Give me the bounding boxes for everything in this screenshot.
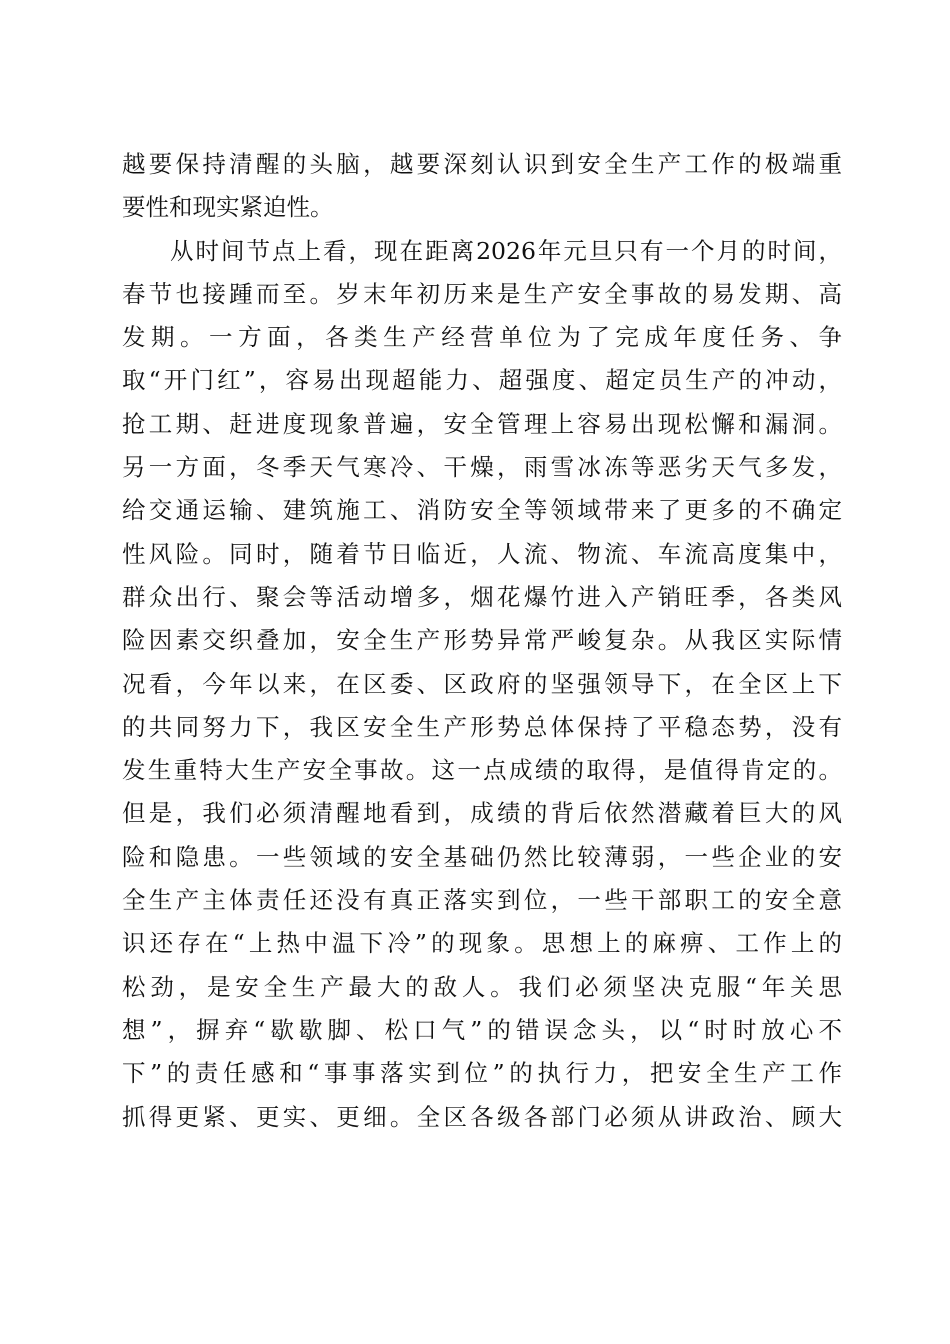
paragraph-2-line-2: 春节也接踵而至。岁末年初历来是生产安全事故的易发期、高 bbox=[122, 279, 842, 308]
paragraph-2-line-15: 险和隐患。一些领域的安全基础仍然比较薄弱，一些企业的安 bbox=[122, 842, 842, 871]
paragraph-1-line-2: 要性和现实紧迫性。 bbox=[122, 193, 334, 222]
paragraph-2-line-13: 发生重特大生产安全事故。这一点成绩的取得，是值得肯定的。 bbox=[122, 756, 842, 785]
paragraph-2-line-11: 况看，今年以来，在区委、区政府的坚强领导下，在全区上下 bbox=[122, 669, 842, 698]
paragraph-1-line-1: 越要保持清醒的头脑，越要深刻认识到安全生产工作的极端重 bbox=[122, 150, 842, 178]
paragraph-2-line-3: 发期。一方面，各类生产经营单位为了完成年度任务、争 bbox=[122, 323, 842, 352]
paragraph-2-line-1: 从时间节点上看，现在距离2026年元旦只有一个月的时间， bbox=[170, 236, 842, 265]
paragraph-2-line-4: 取“开门红”，容易出现超能力、超强度、超定员生产的冲动， bbox=[122, 366, 842, 395]
paragraph-2-line-9: 群众出行、聚会等活动增多，烟花爆竹进入产销旺季，各类风 bbox=[122, 582, 842, 611]
paragraph-2-line-21: 抓得更紧、更实、更细。全区各级各部门必须从讲政治、顾大 bbox=[122, 1102, 842, 1131]
paragraph-2-line-19: 想”，摒弃“歇歇脚、松口气”的错误念头，以“时时放心不 bbox=[122, 1015, 842, 1044]
paragraph-2-line-14: 但是，我们必须清醒地看到，成绩的背后依然潜藏着巨大的风 bbox=[122, 799, 842, 828]
paragraph-2-line-7: 给交通运输、建筑施工、消防安全等领域带来了更多的不确定 bbox=[122, 496, 842, 525]
paragraph-2-line-17: 识还存在“上热中温下冷”的现象。思想上的麻痹、工作上的 bbox=[122, 929, 842, 958]
paragraph-2-line-6: 另一方面，冬季天气寒冷、干燥，雨雪冰冻等恶劣天气多发， bbox=[122, 453, 842, 482]
paragraph-2-line-20: 下”的责任感和“事事落实到位”的执行力，把安全生产工作 bbox=[122, 1059, 842, 1088]
paragraph-2-line-16: 全生产主体责任还没有真正落实到位，一些干部职工的安全意 bbox=[122, 886, 842, 915]
paragraph-2-line-18: 松劲，是安全生产最大的敌人。我们必须坚决克服“年关思 bbox=[122, 972, 842, 1001]
paragraph-2-line-5: 抢工期、赶进度现象普遍，安全管理上容易出现松懈和漏洞。 bbox=[122, 409, 842, 438]
body-text bbox=[122, 143, 842, 1139]
paragraph-2-line-10: 险因素交织叠加，安全生产形势异常严峻复杂。从我区实际情 bbox=[122, 626, 842, 655]
paragraph-2-line-8: 性风险。同时，随着节日临近，人流、物流、车流高度集中， bbox=[122, 539, 842, 568]
paragraph-2-line-12: 的共同努力下，我区安全生产形势总体保持了平稳态势，没有 bbox=[122, 712, 842, 741]
